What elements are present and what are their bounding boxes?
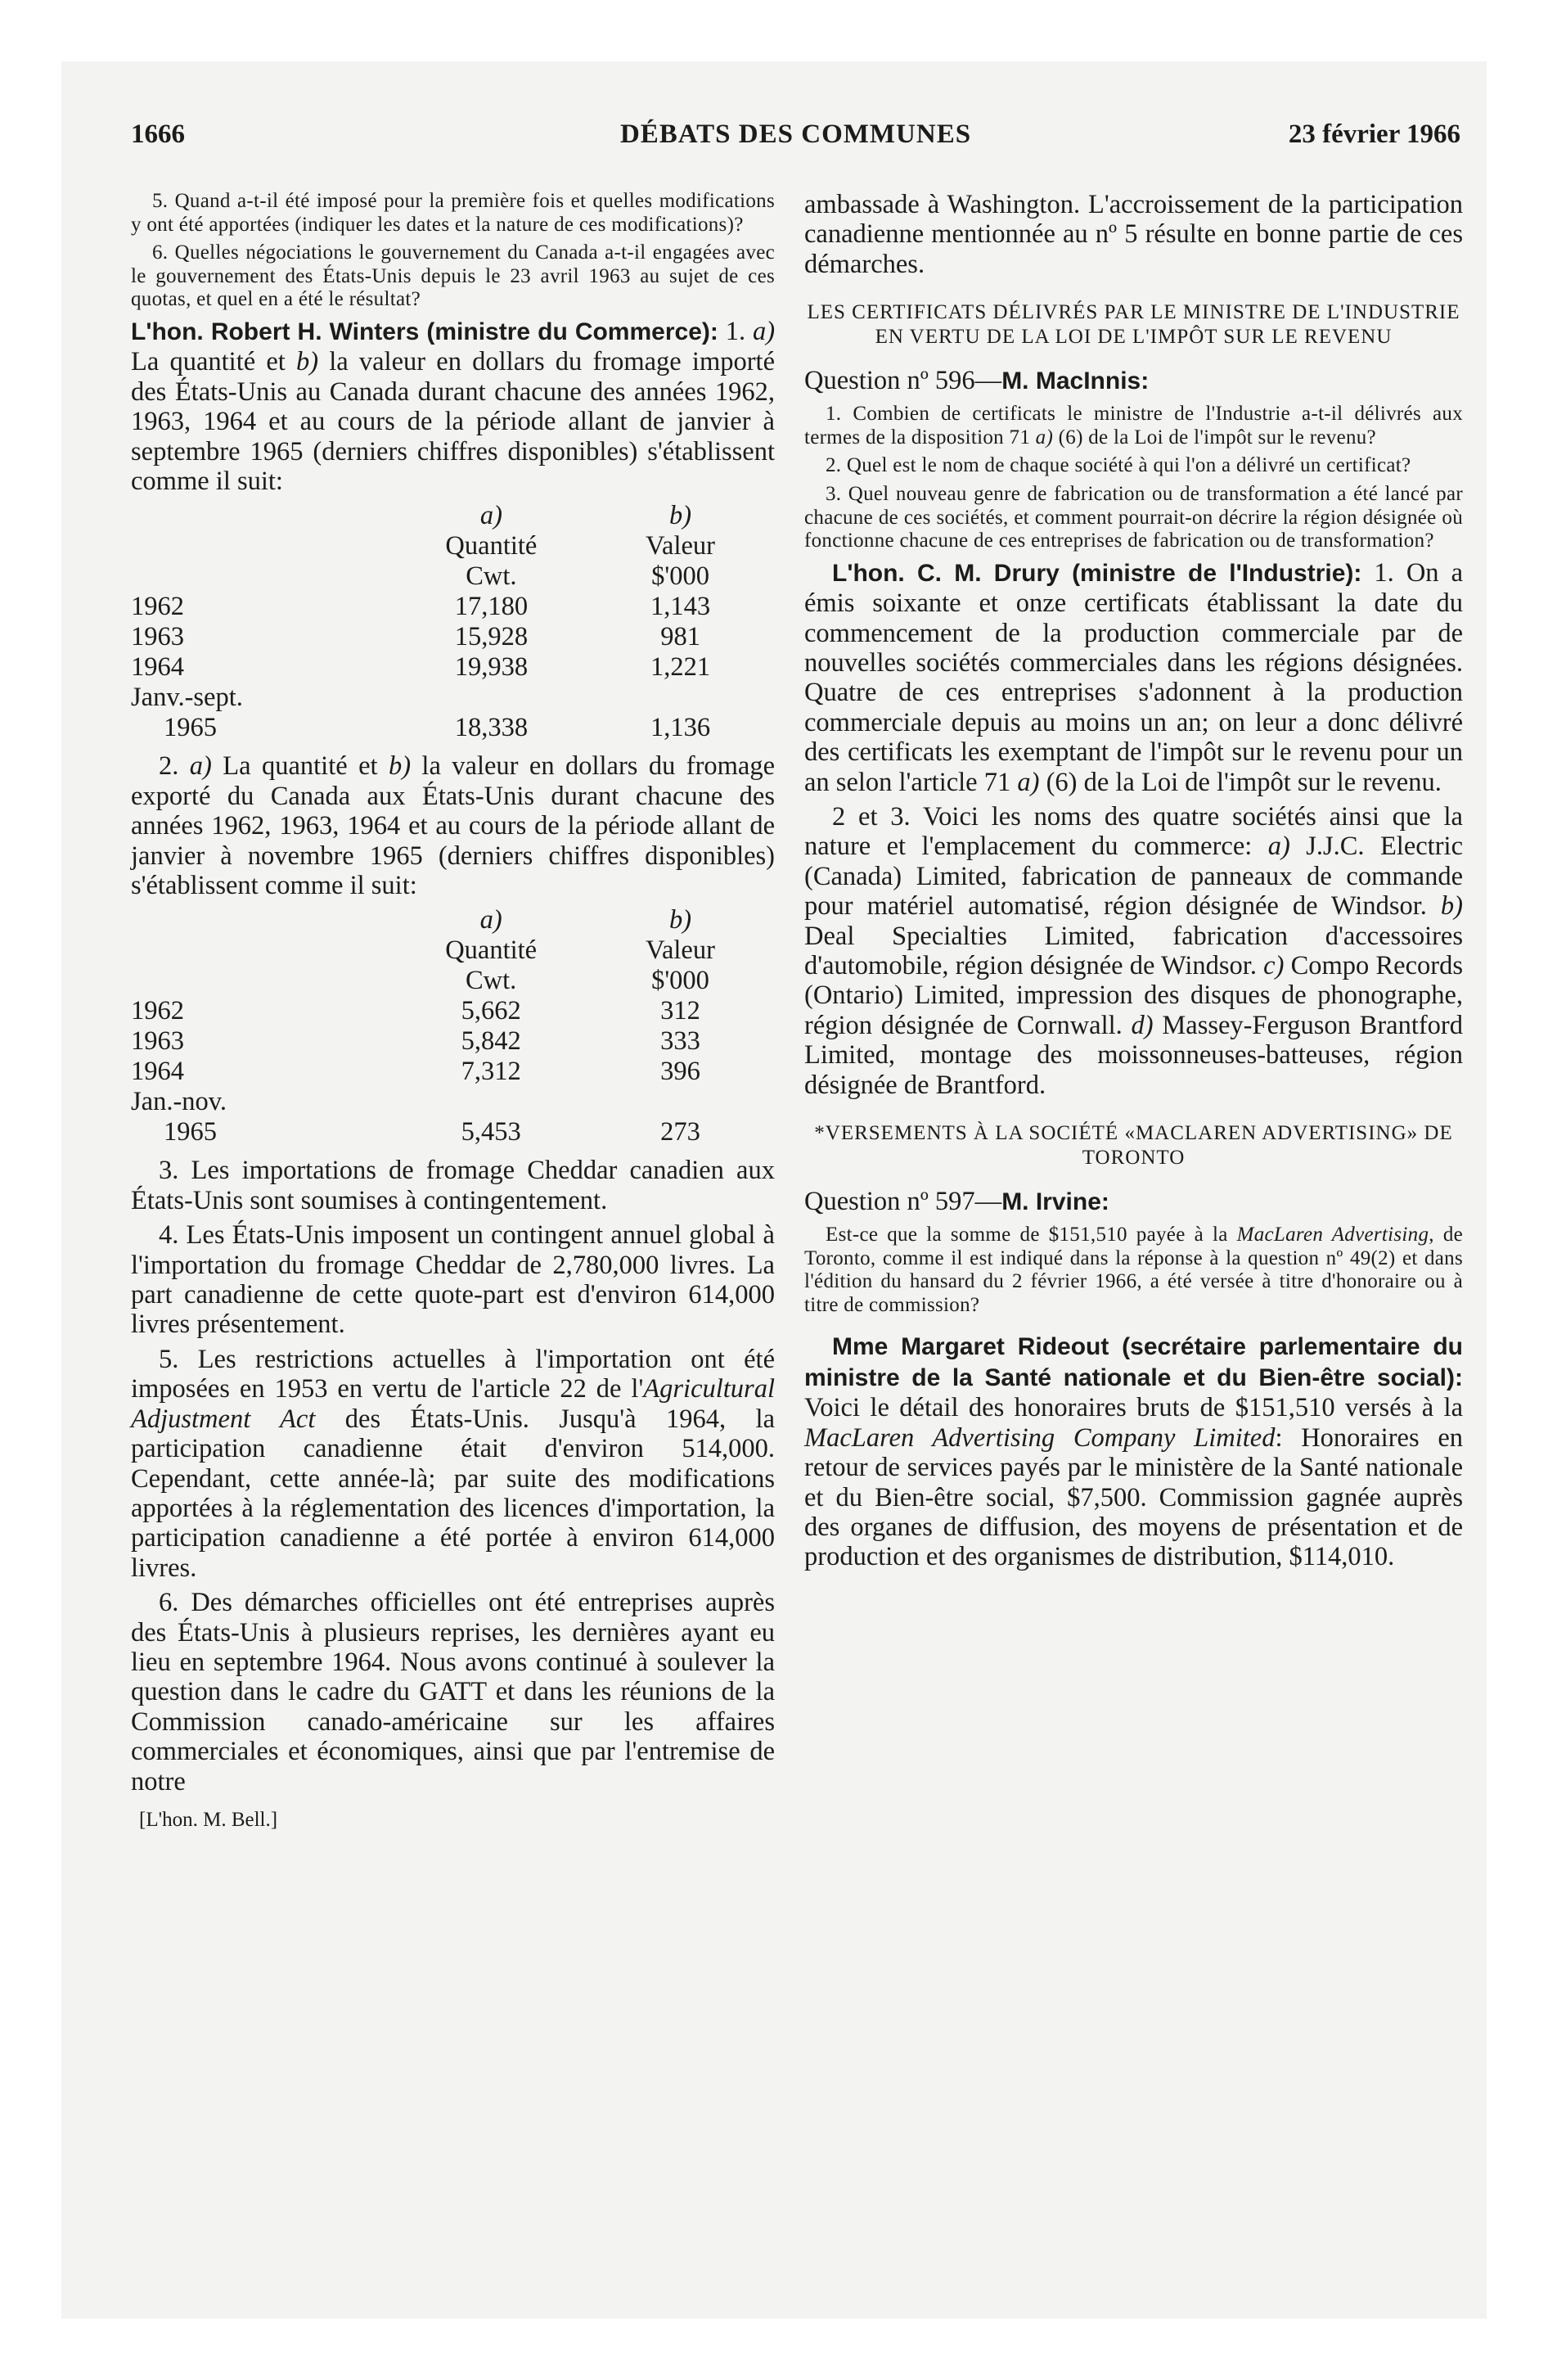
answer-5: 5. Les restrictions actuelles à l'importation ont été imposées en 1953 en vertu de l'article 22 de l'Agricultural Adjustment Act des États-Unis. Jusqu'à 1964, la participation canadienne était d'environ 514,000. Cependant, cette année-là; par suite des modifications apportées à la réglementation des licences d'importation, la participation canadienne a été portée à environ 614,000 livres. bbox=[131, 1344, 775, 1583]
table-row: 1963 5,842 333 bbox=[131, 1026, 700, 1057]
table-row: Janv.-sept. bbox=[131, 683, 243, 713]
question-596-heading: Question nº 596—M. MacInnis: bbox=[804, 366, 1150, 396]
question-596-1: 1. Combien de certificats le ministre de l'Industrie a-t-il délivrés aux termes de la disposition 71 a) (6) de la Loi de l'impôt sur le revenu? bbox=[804, 403, 1463, 449]
table-row: 1965 5,453 273 bbox=[164, 1117, 700, 1147]
section-heading-certificates: LES CERTIFICATS DÉLIVRÉS PAR LE MINISTRE DE L'INDUSTRIE EN VERTU DE LA LOI DE L'IMPÔT SUR LE REVENU bbox=[807, 301, 1460, 349]
page-number: 1666 bbox=[131, 119, 185, 149]
speaker-winters: L'hon. Robert H. Winters (ministre du Commerce): bbox=[131, 318, 718, 345]
answer-596-1: L'hon. C. M. Drury (ministre de l'Industrie): 1. On a émis soixante et onze certificats établissant la date du commencement de la production commerciale par de nouvelles sociétés commerciales dans les régions désignées. Quatre de ces entreprises s'adonnent à la production commerciale depuis au moins un an; on leur a donc délivré des certificats les exemptant de l'impôt sur le revenu pour un an selon l'article 71 a) (6) de la Loi de l'impôt sur le revenu. bbox=[804, 557, 1463, 797]
table-header-row: a) b) bbox=[479, 501, 692, 531]
table-row: 1964 19,938 1,221 bbox=[131, 652, 711, 683]
answer-3: 3. Les importations de fromage Cheddar canadien aux États-Unis sont soumises à contingentement. bbox=[131, 1156, 775, 1215]
answer-2: 2. a) La quantité et b) la valeur en dollars du fromage exporté du Canada aux États-Unis durant chacune des années 1962, 1963, 1964 et au cours de la période allant de janvier à novembre 1965 (derniers chiffres disponibles) s'établissent comme il suit: bbox=[131, 751, 776, 901]
table-header-row: Cwt. $'000 bbox=[465, 966, 709, 996]
section-heading-maclaren: *VERSEMENTS À LA SOCIÉTÉ «MACLAREN ADVERTISING» DE TORONTO bbox=[814, 1122, 1453, 1170]
answer-6: 6. Des démarches officielles ont été entreprises auprès des États-Unis à plusieurs reprises, les dernières ayant eu lieu en septembre 1964. Nous avons continué à soulever la question dans le cadre du GATT et dans les réunions de la Commission canado-américaine sur les affaires commerciales et économiques, ainsi que par l'entremise de notre bbox=[131, 1588, 775, 1796]
page-date: 23 février 1966 bbox=[1288, 119, 1460, 149]
right-column bbox=[804, 190, 1463, 1577]
answer-1: L'hon. Robert H. Winters (ministre du Commerce): 1. a) La quantité et b) la valeur en dollars du fromage importé des États-Unis au Canada durant chacune des années 1962, 1963, 1964 et au cours de la période allant de janvier à septembre 1965 (derniers chiffres disponibles) s'établissent comme il suit: bbox=[131, 316, 776, 496]
question-597: Est-ce que la somme de $151,510 payée à la MacLaren Advertising, de Toronto, comme il est indiqué dans la réponse à la question nº 49(2) et dans l'édition du hansard du 2 février 1966, a été versée à titre d'honoraire ou à titre de commission? bbox=[804, 1224, 1464, 1316]
speaker-rideout: Mme Margaret Rideout (secrétaire parlementaire du ministre de la Santé nationale et du Bien-être social): bbox=[804, 1333, 1463, 1391]
table-row: 1963 15,928 981 bbox=[131, 622, 700, 652]
answer-596-2-3: 2 et 3. Voici les noms des quatre sociétés ainsi que la nature et l'emplacement du commerce: a) J.J.C. Electric (Canada) Limited, fabrication de panneaux de commande pour matériel automatisé, région désignée de Windsor. b) Deal Specialties Limited, fabrication d'accessoires d'automobile, région désignée de Windsor. c) Compo Records (Ontario) Limited, impression des disques de phonographe, région désignée de Cornwall. d) Massey-Ferguson Brantford Limited, montage des moissonneuses-batteuses, région désignée de Brantford. bbox=[804, 802, 1464, 1100]
table-header-row: Quantité Valeur bbox=[445, 531, 715, 561]
table-header-row: a) b) bbox=[479, 905, 692, 935]
left-column bbox=[131, 190, 775, 1832]
question-596-3: 3. Quel nouveau genre de fabrication ou de transformation a été lancé par chacune de ces sociétés, et comment pourrait-on décrire la région désignée où fonctionne chacune de ces entreprises de fabrication ou de transformation? bbox=[804, 483, 1463, 552]
table-header-row: Quantité Valeur bbox=[445, 935, 715, 966]
table-row: 1962 17,180 1,143 bbox=[131, 592, 711, 622]
question-596-2: 2. Quel est le nom de chaque société à qui l'on a délivré un certificat? bbox=[826, 454, 1411, 477]
question-6: 6. Quelles négociations le gouvernement du Canada a-t-il engagées avec le gouvernement des États-Unis depuis le 23 avril 1963 au sujet de ces quotas, et quel en a été le résultat? bbox=[131, 241, 775, 311]
running-title: DÉBATS DES COMMUNES bbox=[619, 119, 972, 149]
page-header bbox=[131, 119, 1460, 160]
table-row: 1962 5,662 312 bbox=[131, 996, 700, 1026]
table-row: 1965 18,338 1,136 bbox=[164, 713, 711, 743]
table-header-row: Cwt. $'000 bbox=[466, 561, 710, 592]
table-row: Jan.-nov. bbox=[131, 1087, 227, 1117]
answer-6-continued: ambassade à Washington. L'accroissement de la participation canadienne mentionnée au nº 5 résulte en bonne partie de ces démarches. bbox=[804, 190, 1463, 279]
speaker-signature: [L'hon. M. Bell.] bbox=[139, 1808, 278, 1831]
table-row: 1964 7,312 396 bbox=[131, 1057, 700, 1087]
answer-597: Mme Margaret Rideout (secrétaire parlementaire du ministre de la Santé nationale et du Bien-être social): Voici le détail des honoraires bruts de $151,510 versés à la MacLaren Advertising Company Limited: Honoraires en retour de services payés par le ministère de la Santé nationale et du Bien-être social, $7,500. Commission gagnée auprès des organes de diffusion, des moyens de présentation et de production et des organismes de distribution, $114,010. bbox=[804, 1333, 1463, 1572]
export-table bbox=[131, 905, 775, 1147]
question-5: 5. Quand a-t-il été imposé pour la première fois et quelles modifications y ont été apportées (indiquer les dates et la nature de ces modifications)? bbox=[131, 190, 775, 236]
import-table bbox=[131, 501, 775, 743]
answer-4: 4. Les États-Unis imposent un contingent annuel global à l'importation du fromage Cheddar de 2,780,000 livres. La part canadienne de cette quote-part est d'environ 614,000 livres présentement. bbox=[131, 1220, 775, 1340]
speaker-drury: L'hon. C. M. Drury (ministre de l'Industrie): bbox=[832, 559, 1362, 587]
question-597-heading: Question nº 597—M. Irvine: bbox=[804, 1187, 1109, 1217]
